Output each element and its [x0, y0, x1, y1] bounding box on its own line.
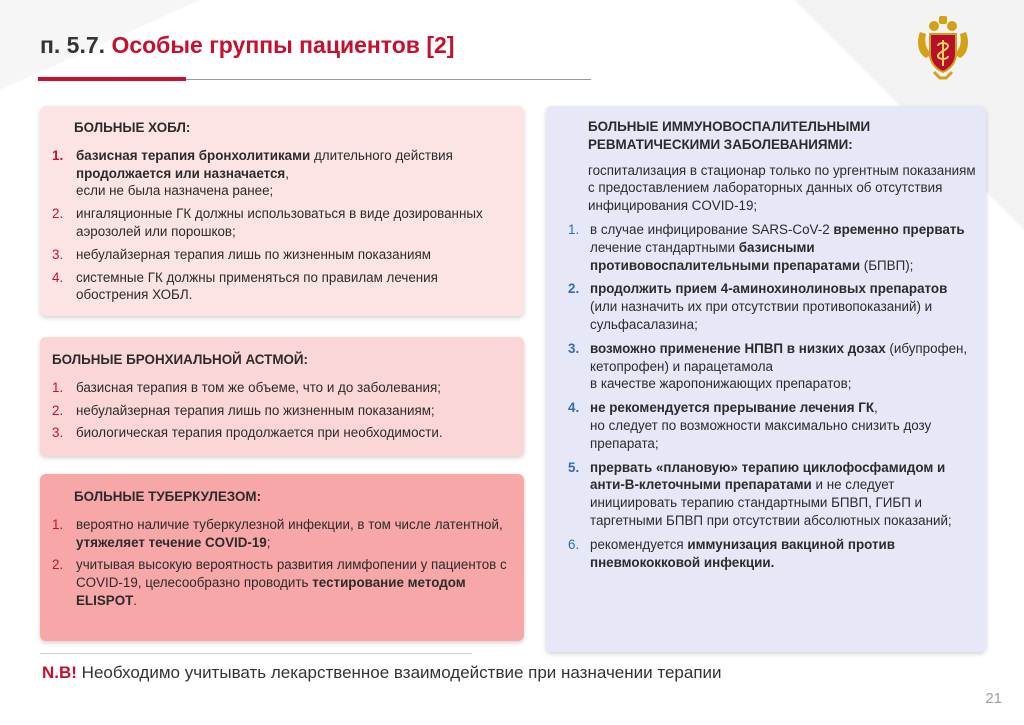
list-item — [52, 516, 510, 552]
list-number: 3. — [568, 340, 580, 356]
item-text: небулайзерная терапия лишь по жизненным показаниям — [76, 246, 431, 262]
item-text: ; — [266, 534, 271, 550]
nb-text: Необходимо учитывать лекарственное взаимодействие при назначении терапии — [76, 663, 722, 682]
bold-text: утяжеляет течение COVID-19 — [76, 534, 267, 550]
item-text: рекомендуется — [590, 536, 688, 552]
item-text: ингаляционные ГК должны использоваться в виде дозированных аэрозолей или порошков; — [76, 206, 483, 239]
copd-card — [40, 106, 524, 316]
list-item — [556, 399, 976, 452]
bold-text: временно прервать — [833, 221, 965, 237]
bold-text: прервать «плановую» терапию циклофосфамидом и анти-В-клеточными препаратами — [590, 459, 946, 493]
item-text: лечение стандартными — [590, 239, 739, 255]
item-text: базисная терапия в том же объеме, что и до заболевания; — [76, 379, 441, 395]
asthma-card — [40, 337, 524, 456]
item-text: (или назначить их при отсутствии противопоказаний) и сульфасалазина; — [590, 299, 933, 332]
item-text: и не следует инициировать терапию стандартными БПВП, ГИБП и таргетными БПВП при отсутствии абсолютных показаний; — [590, 477, 952, 528]
item-text: (ибупрофен, кетопрофен) и парацетамола — [590, 340, 968, 374]
rheumatic-heading: БОЛЬНЫЕ ИММУНОВОСПАЛИТЕЛЬНЫМИ РЕВМАТИЧЕСКИМИ ЗАБОЛЕВАНИЯМИ: — [588, 119, 871, 152]
item-text: длительного действия — [310, 147, 453, 163]
tuberculosis-heading: БОЛЬНЫЕ ТУБЕРКУЛЕЗОМ: — [74, 489, 262, 504]
list-item — [52, 402, 510, 420]
list-item — [556, 459, 976, 530]
list-number: 1. — [52, 147, 64, 163]
nb-label: N.B! — [42, 663, 77, 682]
bold-text: тестирование методом ELISPOT — [76, 575, 466, 608]
item-text: в качестве жаропонижающих препаратов; — [590, 376, 852, 392]
item-text: биологическая терапия продолжается при необходимости. — [76, 425, 443, 441]
list-number: 2. — [52, 557, 64, 573]
item-text: но следует по возможности максимально снизить дозу препарата; — [590, 417, 932, 451]
footer-divider — [40, 653, 472, 654]
list-item — [52, 205, 510, 241]
item-text: вероятно наличие туберкулезной инфекции, в том числе латентной, — [76, 516, 503, 532]
list-item — [556, 536, 976, 572]
copd-list — [52, 147, 510, 304]
rheumatic-list — [556, 221, 976, 571]
tuberculosis-card — [40, 474, 524, 641]
asthma-heading: БОЛЬНЫЕ БРОНХИАЛЬНОЙ АСТМОЙ: — [52, 352, 308, 367]
page-number: 21 — [985, 690, 1002, 707]
asthma-list — [52, 379, 510, 442]
list-number: 3. — [52, 246, 64, 262]
item-text: , — [285, 165, 289, 181]
list-number: 4. — [52, 269, 64, 285]
list-number: 4. — [568, 400, 580, 416]
coat-of-arms-emblem — [914, 14, 972, 80]
copd-heading: БОЛЬНЫЕ ХОБЛ: — [74, 120, 191, 135]
list-number: 2. — [52, 402, 64, 418]
list-item — [52, 379, 510, 397]
bold-text: иммунизация вакциной против пневмококковой инфекции. — [590, 536, 896, 570]
bold-text: возможно применение НПВП в низких дозах — [590, 340, 886, 356]
list-item — [52, 147, 510, 200]
bold-text: базисная терапия бронхолитиками — [76, 147, 311, 163]
list-number: 2. — [568, 281, 580, 297]
bold-text: продолжается или назначается — [76, 165, 286, 181]
item-text: небулайзерная терапия лишь по жизненным показаниям; — [76, 402, 435, 418]
item-text: если не была назначена ранее; — [76, 183, 274, 199]
list-number: 3. — [52, 425, 64, 441]
section-title: Особые группы пациентов [2] — [111, 32, 455, 58]
bold-text: не рекомендуется прерывание лечения ГК — [590, 400, 875, 416]
list-item — [52, 556, 510, 609]
title-underline-accent — [38, 77, 186, 81]
list-item — [52, 246, 510, 264]
list-number: 5. — [568, 459, 580, 475]
list-number: 6. — [568, 536, 580, 552]
item-text: (БПВП); — [860, 257, 914, 273]
list-item — [52, 269, 510, 305]
list-item — [52, 424, 510, 442]
item-text: в случае инфицирование SARS-CoV-2 — [590, 221, 834, 237]
list-number: 1. — [52, 379, 64, 395]
list-item — [556, 340, 976, 393]
section-number: п. 5.7. — [40, 32, 106, 58]
item-text: , — [874, 400, 878, 416]
nb-note — [42, 663, 722, 683]
item-text: системные ГК должны применяться по правилам лечения обострения ХОБЛ. — [76, 269, 438, 303]
rheumatic-intro: госпитализация в стационар только по ургентным показаниям с предоставлением лабораторных данных об отсутствия инфицирования COVID-19; — [588, 162, 976, 214]
title-underline — [186, 79, 591, 80]
list-number: 1. — [52, 516, 64, 532]
tuberculosis-list — [52, 516, 510, 610]
list-item — [556, 280, 976, 333]
rheumatic-card — [546, 106, 986, 652]
bold-text: базисными противовоспалительными препаратами — [590, 239, 861, 273]
bold-text: продолжить прием 4-аминохинолиновых препаратов — [590, 281, 948, 297]
item-text: учитывая высокую вероятность развития лимфопении у пациентов с COVID-19, целесообразно проводить — [76, 557, 507, 591]
list-item — [556, 221, 976, 274]
list-number: 2. — [52, 206, 64, 222]
page-title — [40, 32, 454, 59]
item-text: . — [133, 592, 138, 608]
list-number: 1. — [568, 221, 580, 237]
